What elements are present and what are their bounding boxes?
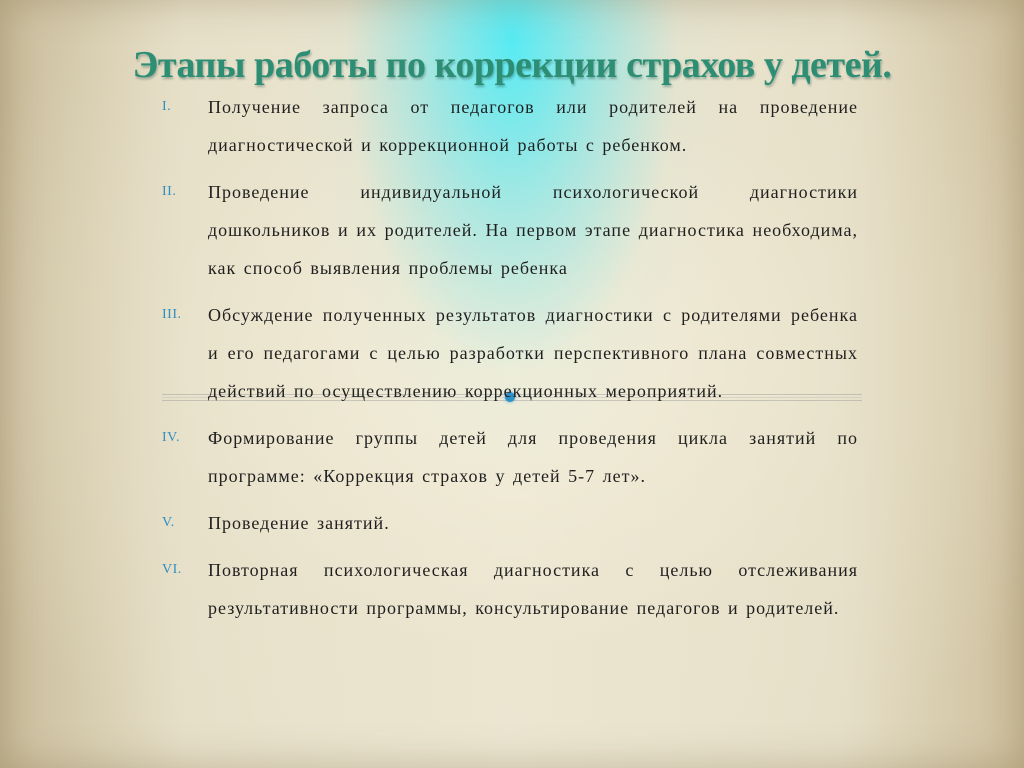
step-number: V. [162,515,175,530]
slide-title: Этапы работы по коррекции страхов у детей. [132,44,892,87]
step-number: VI. [162,562,182,577]
step-item-4 [162,419,858,495]
step-text: Получение запроса от педагогов или родителей на проведение диагностической и коррекционной работы с ребенком. [208,97,858,155]
step-text: Проведение индивидуальной психологической диагностики дошкольников и их родителей. На первом этапе диагностика необходима, как способ выявления проблемы ребенка [208,182,858,278]
step-item-5 [162,504,858,542]
step-number: I. [162,99,172,114]
steps-list [162,88,858,636]
step-item-2 [162,173,858,287]
step-text: Проведение занятий. [208,513,390,533]
step-text: Формирование группы детей для проведения цикла занятий по программе: «Коррекция страхов у детей 5-7 лет». [208,428,858,486]
step-number: III. [162,307,182,322]
step-number: II. [162,184,177,199]
step-item-6 [162,551,858,627]
step-item-3 [162,296,858,410]
step-text: Повторная психологическая диагностика с целью отслеживания результативности программы, консультирование педагогов и родителей. [208,560,858,618]
step-number: IV. [162,430,180,445]
step-text: Обсуждение полученных результатов диагностики с родителями ребенка и его педагогами с целью разработки перспективного плана совместных действий по осуществлению коррекционных мероприятий. [208,305,858,401]
step-item-1 [162,88,858,164]
